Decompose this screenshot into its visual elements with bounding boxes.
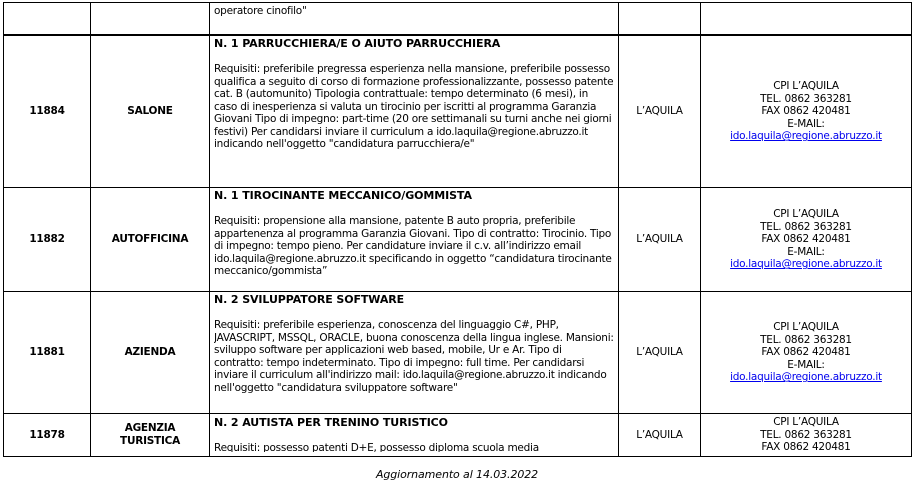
job-id-cell: 11882	[4, 188, 91, 292]
job-description: operatore cinofilo"	[214, 5, 307, 17]
job-listings-table	[3, 2, 912, 457]
job-title: N. 1 TIROCINANTE MECCANICO/GOMMISTA	[214, 190, 472, 202]
job-id-cell	[4, 3, 91, 36]
contact-email-link[interactable]: ido.laquila@regione.abruzzo.it	[730, 258, 882, 271]
job-id-cell: 11878	[4, 414, 91, 457]
category-cell	[91, 3, 210, 36]
job-description: Requisiti: possesso patenti D+E, possesso diploma scuola media	[214, 442, 539, 453]
contact-cpi-name: CPI L’AQUILA	[773, 416, 839, 428]
table-row	[4, 188, 912, 292]
contact-cell	[701, 292, 912, 414]
job-id-cell: 11884	[4, 35, 91, 188]
contact-cell	[701, 414, 912, 457]
table-row	[4, 292, 912, 414]
job-title: N. 2 AUTISTA PER TRENINO TURISTICO	[214, 417, 448, 430]
update-date-footer: Aggiornamento al 14.03.2022	[375, 467, 539, 481]
contact-email-label: E-MAIL:	[787, 245, 825, 258]
contact-tel: TEL. 0862 363281	[760, 428, 852, 441]
category-cell: AZIENDA	[91, 292, 210, 414]
job-title: N. 1 PARRUCCHIERA/E O AIUTO PARRUCCHIERA	[214, 38, 501, 50]
description-cell	[210, 414, 619, 457]
contact-cell	[701, 188, 912, 292]
description-cell	[210, 292, 619, 414]
contact-fax: FAX 0862 420481	[761, 441, 851, 453]
contact-cell	[701, 35, 912, 188]
contact-fax: FAX 0862 420481	[761, 105, 851, 118]
contact-cell	[701, 3, 912, 36]
contact-fax: FAX 0862 420481	[761, 346, 851, 359]
location-cell: L’AQUILA	[619, 188, 701, 292]
category-cell: AUTOFFICINA	[91, 188, 210, 292]
contact-email-link[interactable]: ido.laquila@regione.abruzzo.it	[730, 130, 882, 143]
contact-email-link[interactable]: ido.laquila@regione.abruzzo.it	[730, 371, 882, 384]
description-cell	[210, 188, 619, 292]
location-cell	[619, 3, 701, 36]
job-title: N. 2 SVILUPPATORE SOFTWARE	[214, 294, 405, 306]
contact-email-label: E-MAIL:	[787, 358, 825, 371]
document-page	[0, 2, 914, 491]
contact-cpi-name: CPI L’AQUILA	[773, 321, 839, 334]
category-cell: AGENZIA TURISTICA	[91, 414, 210, 457]
job-description: Requisiti: preferibile esperienza, conoscenza del linguaggio C#, PHP, JAVASCRIPT, MSSQL, ORACLE, buona conoscenza della lingua inglese. Mansioni: sviluppo software per applicazioni web based, mobile, Ur e Ar. Tipo di contratto: tempo indeterminato. Tipo di impegno: full time. Per candidarsi inviare il curriculum all'indirizzo mail: ido.laquila@regione.abruzzo.it indicando nell'oggetto "candidatura sviluppatore software"	[214, 319, 614, 394]
job-id-cell: 11881	[4, 292, 91, 414]
contact-tel: TEL. 0862 363281	[760, 220, 852, 233]
job-description: Requisiti: preferibile pregressa esperienza nella mansione, preferibile possesso qualifica a seguito di corso di formazione professionalizzante, possesso patente cat. B (automunito) Tipologia contrattuale: tempo determinato (6 mesi), in caso di inesperienza si valuta un tirocinio per iscritti al programma Garanzia Giovani Tipo di impegno: part-time (20 ore settimanali su turni anche nei giorni festivi) Per candidarsi inviare il curriculum a ido.laquila@regione.abruzzo.it indicando nell'oggetto "candidatura parrucchiera/e"	[214, 63, 614, 150]
location-cell: L’AQUILA	[619, 414, 701, 457]
contact-tel: TEL. 0862 363281	[760, 333, 852, 346]
contact-email-label: E-MAIL:	[787, 117, 825, 130]
category-cell: SALONE	[91, 35, 210, 188]
location-cell: L’AQUILA	[619, 35, 701, 188]
description-cell	[210, 35, 619, 188]
table-row	[4, 35, 912, 188]
location-cell: L’AQUILA	[619, 292, 701, 414]
table-row	[4, 414, 912, 457]
description-cell	[210, 3, 619, 36]
job-description: Requisiti: propensione alla mansione, patente B auto propria, preferibile appartenenza al programma Garanzia Giovani. Tipo di contratto: Tirocinio. Tipo di impegno: tempo pieno. Per candidature inviare il c.v. all’indirizzo email ido.laquila@regione.abruzzo.it specificando in oggetto “candidatura tirocinante meccanico/gommista”	[214, 215, 612, 277]
contact-tel: TEL. 0862 363281	[760, 92, 852, 105]
contact-fax: FAX 0862 420481	[761, 233, 851, 246]
table-row-continuation	[4, 3, 912, 36]
contact-cpi-name: CPI L’AQUILA	[773, 208, 839, 221]
contact-cpi-name: CPI L’AQUILA	[773, 80, 839, 93]
